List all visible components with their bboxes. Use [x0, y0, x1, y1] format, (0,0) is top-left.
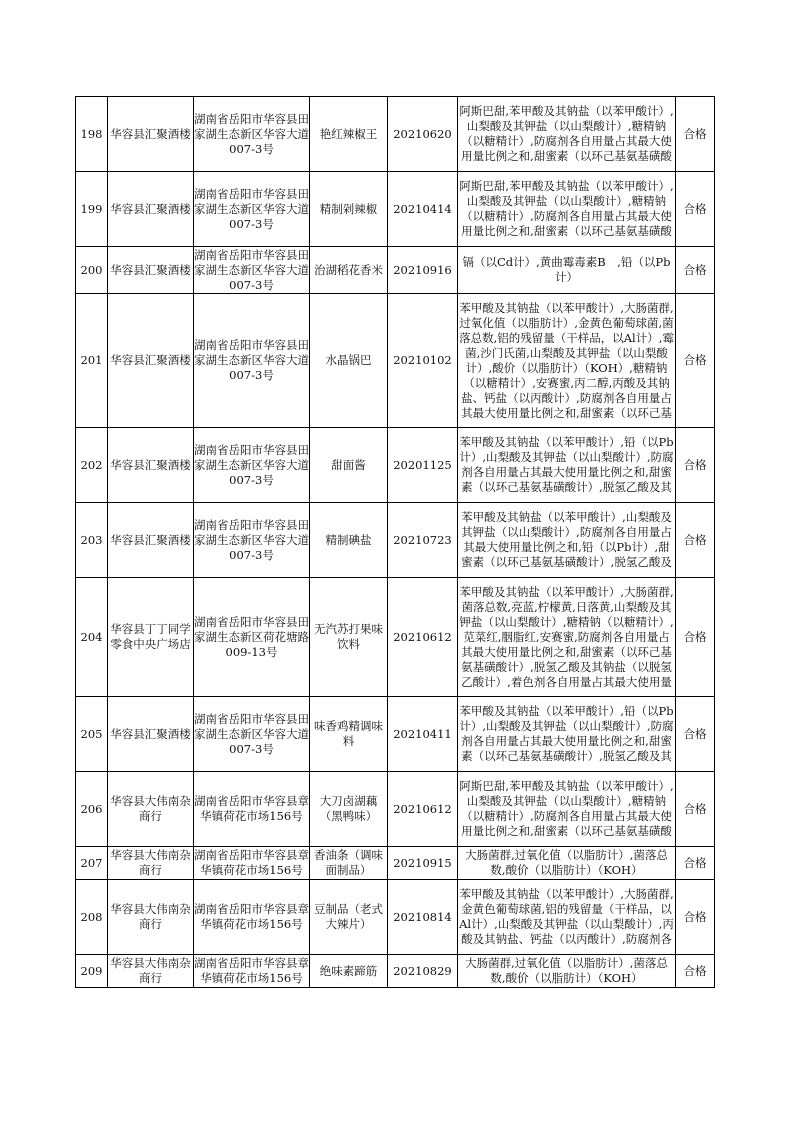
inspection-items-text: 苯甲酸及其钠盐（以苯甲酸计）,大肠菌群,金黄色葡萄球菌,铝的残留量（干样品，以Al计）,山梨酸及其钾盐（以山梨酸计）,丙酸及其钠盐、钙盐（以丙酸计）,防腐剂各: [459, 887, 674, 946]
inspection-items-text: 苯甲酸及其钠盐（以苯甲酸计）,大肠菌群,过氧化值（以脂肪计）,金黄色葡萄球菌,菌落总数,铝的残留量（干样品，以Al计）,霉菌,沙门氏菌,山梨酸及其钾盐（以山梨酸计）,酸价（以脂肪计）（KOH）,糖精钠（以糖精计）,安赛蜜,丙二醇,丙酸及其钠盐、钙盐（以丙酸计）,防腐剂各自用量占其最大使用量比例之和,甜蜜素（以环己基: [459, 300, 674, 420]
production-date-text: 20210102: [393, 353, 452, 367]
company-address-text: 湖南省岳阳市华容县田家湖生态新区华容大道007-3号: [194, 186, 309, 231]
inspection-items: [458, 97, 676, 172]
company-address-text: 湖南省岳阳市华容县田家湖生态新区华容大道007-3号: [194, 517, 309, 562]
inspection-result: [676, 172, 715, 247]
row-number: [76, 97, 108, 172]
production-date: [388, 772, 458, 847]
inspection-result-text: 合格: [683, 855, 707, 870]
product-name: [310, 955, 388, 988]
inspection-items: [458, 294, 676, 428]
production-date-text: 20210612: [393, 801, 452, 816]
inspection-items-text: 苯甲酸及其钠盐（以苯甲酸计）,铅（以Pb计）,山梨酸及其钾盐（以山梨酸计）,防腐剂各自用量占其最大使用量比例之和,甜蜜素（以环己基氨基磺酸计）,脱氢乙酸及其: [459, 435, 674, 494]
row-number: [76, 578, 108, 697]
table-row: [76, 578, 715, 697]
inspection-result-text: 合格: [683, 629, 707, 644]
company-address-text: 湖南省岳阳市华容县田家湖生态新区华容大道007-3号: [194, 442, 309, 487]
row-number: [76, 955, 108, 988]
inspection-result: [676, 294, 715, 428]
production-date-text: 20210411: [393, 726, 452, 741]
product-name-text: 治湖稻花香米: [314, 262, 383, 277]
production-date: [388, 847, 458, 880]
company-address: [194, 294, 310, 428]
production-date: [388, 294, 458, 428]
row-number-text: 199: [80, 201, 103, 216]
table-row: [76, 772, 715, 847]
inspection-items: [458, 847, 676, 880]
production-date-text: 20210916: [393, 262, 452, 277]
production-date: [388, 880, 458, 955]
company-name-text: 华容县汇聚酒楼: [110, 532, 191, 547]
row-number: [76, 847, 108, 880]
inspection-result: [676, 97, 715, 172]
company-address: [194, 503, 310, 578]
row-number-text: 200: [80, 262, 103, 277]
inspection-result: [676, 247, 715, 294]
inspection-result: [676, 880, 715, 955]
inspection-items: [458, 772, 676, 847]
inspection-result-text: 合格: [683, 726, 707, 741]
inspection-result-text: 合格: [683, 126, 707, 141]
row-number: [76, 697, 108, 772]
company-name-text: 华容县大伟南杂商行: [110, 902, 191, 931]
inspection-result: [676, 578, 715, 697]
product-name-text: 味香鸡精调味料: [314, 719, 383, 748]
company-address: [194, 880, 310, 955]
company-address: [194, 697, 310, 772]
inspection-result-text: 合格: [683, 532, 707, 547]
inspection-results-table: [75, 96, 715, 988]
table-row: [76, 97, 715, 172]
inspection-items-text: 大肠菌群,过氧化值（以脂肪计）,菌落总数,酸价（以脂肪计）（KOH）: [465, 956, 668, 985]
row-number-text: 207: [80, 855, 103, 870]
company-name: [108, 955, 194, 988]
company-address-text: 湖南省岳阳市华容县田家湖生态新区荷花塘路009-13号: [194, 614, 309, 659]
production-date-text: 20210414: [393, 201, 452, 216]
inspection-items-text: 苯甲酸及其钠盐（以苯甲酸计）,山梨酸及其钾盐（以山梨酸计）,防腐剂各自用量占其最大使用量比例之和,铅（以Pb计）,甜蜜素（以环己基氨基磺酸计）,脱氢乙酸及: [461, 510, 672, 569]
row-number-text: 208: [80, 909, 103, 924]
product-name-text: 大刀卤湖藕（黑鸭味）: [319, 794, 378, 823]
production-date-text: 20210620: [393, 126, 452, 141]
company-address-text: 湖南省岳阳市华容县田家湖生态新区华容大道007-3号: [194, 111, 309, 156]
company-name: [108, 880, 194, 955]
company-name-text: 华容县大伟南杂商行: [110, 956, 191, 985]
product-name-text: 精制剁辣椒: [319, 201, 378, 216]
company-address: [194, 578, 310, 697]
inspection-result: [676, 955, 715, 988]
product-name: [310, 294, 388, 428]
product-name-text: 艳红辣椒王: [319, 126, 378, 141]
production-date-text: 20201125: [393, 457, 452, 472]
product-name-text: 豆制品（老式大辣片）: [314, 902, 383, 931]
company-address: [194, 247, 310, 294]
production-date: [388, 97, 458, 172]
company-name: [108, 294, 194, 428]
row-number-text: 201: [80, 353, 103, 367]
row-number-text: 205: [80, 726, 103, 741]
company-name-text: 华容县大伟南杂商行: [110, 848, 191, 877]
inspection-items: [458, 578, 676, 697]
product-name-text: 精制碘盐: [325, 532, 372, 547]
product-name: [310, 97, 388, 172]
row-number: [76, 428, 108, 503]
company-name: [108, 772, 194, 847]
inspection-result-text: 合格: [683, 801, 707, 816]
row-number: [76, 772, 108, 847]
company-name-text: 华容县汇聚酒楼: [110, 457, 191, 472]
inspection-items: [458, 172, 676, 247]
inspection-items-text: 苯甲酸及其钠盐（以苯甲酸计）,铅（以Pb计）,山梨酸及其钾盐（以山梨酸计）,防腐剂各自用量占其最大使用量比例之和,甜蜜素（以环己基氨基磺酸计）,脱氢乙酸及其: [459, 704, 674, 763]
table-row: [76, 294, 715, 428]
company-address-text: 湖南省岳阳市华容县章华镇荷花市场156号: [194, 956, 309, 985]
table-row: [76, 247, 715, 294]
inspection-result-text: 合格: [683, 457, 707, 472]
company-name: [108, 97, 194, 172]
row-number-text: 202: [80, 457, 103, 472]
row-number: [76, 503, 108, 578]
inspection-items-text: 阿斯巴甜,苯甲酸及其钠盐（以苯甲酸计）,山梨酸及其钾盐（以山梨酸计）,糖精钠（以糖精计）,防腐剂各自用量占其最大使用量比例之和,甜蜜素（以环己基氨基磺酸: [459, 779, 674, 838]
row-number-text: 204: [80, 629, 103, 644]
company-address: [194, 172, 310, 247]
product-name: [310, 428, 388, 503]
product-name: [310, 247, 388, 294]
production-date-text: 20210814: [393, 909, 452, 924]
table-row: [76, 503, 715, 578]
product-name: [310, 847, 388, 880]
company-address-text: 湖南省岳阳市华容县田家湖生态新区华容大道007-3号: [194, 247, 309, 292]
company-address-text: 湖南省岳阳市华容县章华镇荷花市场156号: [194, 794, 309, 823]
inspection-items: [458, 880, 676, 955]
row-number-text: 206: [80, 801, 103, 816]
inspection-result-text: 合格: [683, 353, 707, 367]
inspection-items-text: 大肠菌群,过氧化值（以脂肪计）,菌落总数,酸价（以脂肪计）（KOH）: [465, 848, 668, 877]
row-number-text: 209: [80, 963, 103, 978]
production-date: [388, 503, 458, 578]
inspection-result-text: 合格: [683, 262, 707, 277]
company-address: [194, 955, 310, 988]
inspection-result: [676, 772, 715, 847]
company-name-text: 华容县大伟南杂商行: [110, 794, 191, 823]
table-row: [76, 880, 715, 955]
company-address: [194, 847, 310, 880]
row-number: [76, 294, 108, 428]
row-number-text: 203: [80, 532, 103, 547]
company-name: [108, 428, 194, 503]
inspection-items-text: 阿斯巴甜,苯甲酸及其钠盐（以苯甲酸计）,山梨酸及其钾盐（以山梨酸计）,糖精钠（以糖精计）,防腐剂各自用量占其最大使用量比例之和,甜蜜素（以环己基氨基磺酸: [459, 179, 674, 238]
product-name-text: 甜面酱: [331, 457, 366, 472]
inspection-items: [458, 697, 676, 772]
production-date-text: 20210915: [393, 855, 452, 870]
table-row: [76, 172, 715, 247]
company-address: [194, 428, 310, 503]
table-row: [76, 428, 715, 503]
company-address: [194, 772, 310, 847]
product-name-text: 水晶锅巴: [325, 353, 372, 367]
company-name-text: 华容县汇聚酒楼: [110, 353, 191, 367]
company-name: [108, 578, 194, 697]
company-name: [108, 172, 194, 247]
product-name-text: 绝味素蹄筋: [319, 963, 378, 978]
company-name-text: 华容县汇聚酒楼: [110, 726, 191, 741]
company-name-text: 华容县汇聚酒楼: [110, 126, 191, 141]
product-name: [310, 578, 388, 697]
table-row: [76, 955, 715, 988]
product-name: [310, 697, 388, 772]
production-date: [388, 428, 458, 503]
table-row: [76, 697, 715, 772]
production-date: [388, 172, 458, 247]
production-date-text: 20210829: [393, 963, 452, 978]
company-address-text: 湖南省岳阳市华容县田家湖生态新区华容大道007-3号: [194, 338, 309, 382]
product-name: [310, 172, 388, 247]
inspection-result: [676, 697, 715, 772]
inspection-items-text: 阿斯巴甜,苯甲酸及其钠盐（以苯甲酸计）,山梨酸及其钾盐（以山梨酸计）,糖精钠（以糖精计）,防腐剂各自用量占其最大使用量比例之和,甜蜜素（以环己基氨基磺酸: [459, 104, 674, 163]
company-name-text: 华容县丁丁同学零食中央广场店: [110, 622, 191, 651]
row-number: [76, 172, 108, 247]
production-date: [388, 247, 458, 294]
inspection-items-text: 镉（以Cd计）,黄曲霉毒素B ,铅（以Pb计）: [462, 255, 671, 284]
company-address-text: 湖南省岳阳市华容县章华镇荷花市场156号: [194, 902, 309, 931]
production-date: [388, 697, 458, 772]
company-name: [108, 697, 194, 772]
company-address: [194, 97, 310, 172]
row-number-text: 198: [80, 126, 103, 141]
company-address-text: 湖南省岳阳市华容县田家湖生态新区华容大道007-3号: [194, 711, 309, 756]
inspection-result: [676, 428, 715, 503]
product-name-text: 香油条（调味面制品）: [314, 848, 383, 877]
company-name: [108, 847, 194, 880]
production-date-text: 20210612: [393, 629, 452, 644]
inspection-items: [458, 247, 676, 294]
product-name-text: 无汽苏打果味饮料: [314, 622, 383, 651]
company-address-text: 湖南省岳阳市华容县章华镇荷花市场156号: [194, 848, 309, 877]
inspection-result-text: 合格: [683, 201, 707, 216]
company-name: [108, 247, 194, 294]
product-name: [310, 880, 388, 955]
product-name: [310, 503, 388, 578]
row-number: [76, 247, 108, 294]
product-name: [310, 772, 388, 847]
inspection-items: [458, 428, 676, 503]
inspection-result: [676, 503, 715, 578]
inspection-result-text: 合格: [683, 909, 707, 924]
inspection-items: [458, 955, 676, 988]
company-name-text: 华容县汇聚酒楼: [110, 201, 191, 216]
inspection-items-text: 苯甲酸及其钠盐（以苯甲酸计）,大肠菌群,菌落总数,亮蓝,柠檬黄,日落黄,山梨酸及其钾盐（以山梨酸计）,糖精钠（以糖精计）,苋菜红,胭脂红,安赛蜜,防腐剂各自用量占其最大使用量比例之和,甜蜜素（以环己基氨基磺酸计）,脱氢乙酸及其钠盐（以脱氢乙酸计）,着色剂各自用量占其最大使用量: [459, 584, 674, 689]
production-date: [388, 955, 458, 988]
inspection-result: [676, 847, 715, 880]
inspection-result-text: 合格: [683, 963, 707, 978]
company-name-text: 华容县汇聚酒楼: [110, 262, 191, 277]
production-date-text: 20210723: [393, 532, 452, 547]
inspection-items: [458, 503, 676, 578]
row-number: [76, 880, 108, 955]
table-row: [76, 847, 715, 880]
company-name: [108, 503, 194, 578]
production-date: [388, 578, 458, 697]
